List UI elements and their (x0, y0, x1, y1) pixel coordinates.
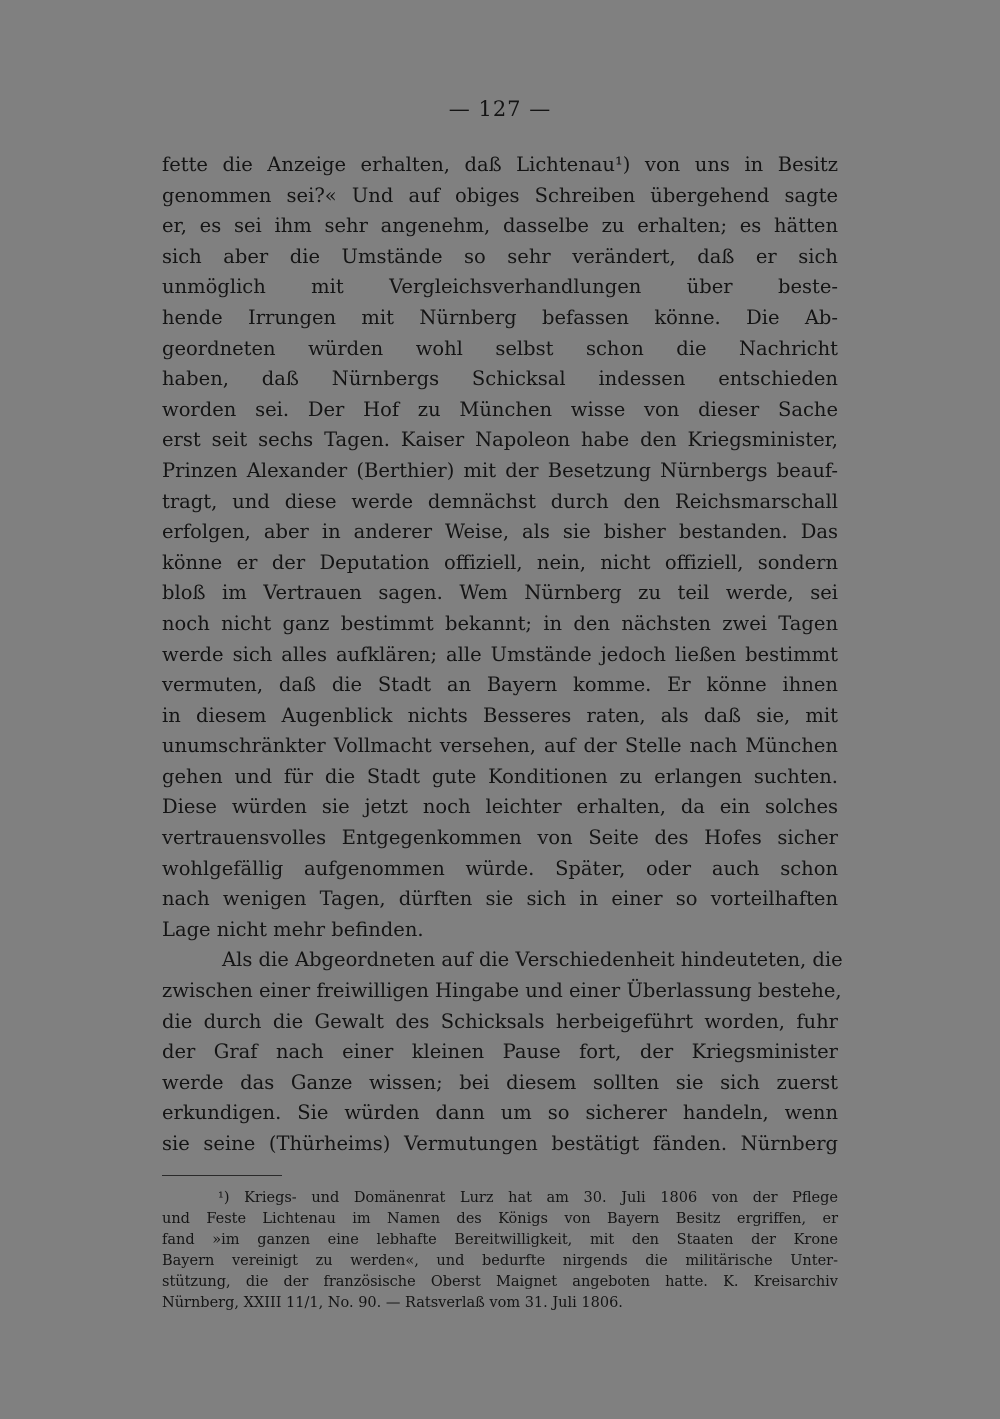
text-line: vermuten, daß die Stadt an Bayern komme. Er könne ihnen (162, 673, 838, 697)
text-line: werde das Ganze wissen; bei diesem sollten sie sich zuerst (162, 1070, 838, 1094)
page-number: — 127 — (448, 97, 552, 121)
text-line: erst seit sechs Tagen. Kaiser Napoleon habe den Kriegsminister, (162, 428, 838, 452)
text-line: sie seine (Thürheims) Vermutungen bestätigt fänden. Nürnberg (162, 1132, 838, 1155)
text-line: worden sei. Der Hof zu München wisse von dieser Sache (162, 397, 838, 421)
text-line: hende Irrungen mit Nürnberg befassen könne. Die Ab- (162, 305, 838, 329)
text-line: genommen sei?« Und auf obiges Schreiben übergehend sagte (162, 183, 838, 207)
text-line: haben, daß Nürnbergs Schicksal indessen entschieden (162, 367, 838, 391)
text-line: bloß im Vertrauen sagen. Wem Nürnberg zu teil werde, sei (162, 581, 838, 605)
text-line: sich aber die Umstände so sehr verändert, daß er sich (162, 244, 838, 268)
text-line: vertrauensvolles Entgegenkommen von Seite des Hofes sicher (162, 826, 838, 850)
text-line: werde sich alles aufklären; alle Umstände jedoch ließen bestimmt (162, 642, 838, 666)
text-line: fette die Anzeige erhalten, daß Lichtenau¹) von uns in Besitz (162, 153, 838, 176)
text-line: nach wenigen Tagen, dürften sie sich in einer so vorteilhaften (162, 887, 838, 911)
text-line: wohlgefällig aufgenommen würde. Später, oder auch schon (162, 856, 838, 880)
text-line: Als die Abgeordneten auf die Verschiedenheit hindeuteten, die (222, 948, 843, 972)
text-line: erkundigen. Sie würden dann um so sicherer handeln, wenn (162, 1101, 838, 1125)
body-text (162, 150, 843, 1160)
text-line: die durch die Gewalt des Schicksals herbeigeführt worden, fuhr (162, 1009, 838, 1033)
text-line: Lage nicht mehr befinden. (162, 917, 424, 941)
text-line: noch nicht ganz bestimmt bekannt; in den nächsten zwei Tagen (162, 611, 838, 635)
footnote-divider (162, 1175, 282, 1176)
text-line: erfolgen, aber in anderer Weise, als sie bisher bestanden. Das (162, 520, 838, 544)
footnote-line: Bayern vereinigt zu werden«, und bedurfte nirgends die militärische Unter- (162, 1253, 838, 1269)
text-line: unmöglich mit Vergleichsverhandlungen über beste- (162, 275, 838, 299)
text-line: könne er der Deputation offiziell, nein, nicht offiziell, sondern (162, 550, 838, 574)
footnote-line: fand »im ganzen eine lebhafte Bereitwilligkeit, mit den Staaten der Krone (162, 1232, 838, 1248)
footnote (162, 1188, 838, 1314)
text-line: geordneten würden wohl selbst schon die Nachricht (162, 336, 838, 360)
footnote-line: Nürnberg, XXIII 11/1, No. 90. — Ratsverlaß vom 31. Juli 1806. (162, 1295, 623, 1311)
footnote-line: stützung, die der französische Oberst Maignet angeboten hatte. K. Kreisarchiv (162, 1274, 838, 1290)
text-line: der Graf nach einer kleinen Pause fort, der Kriegsminister (162, 1040, 838, 1064)
text-line: unumschränkter Vollmacht versehen, auf der Stelle nach München (162, 734, 838, 758)
text-line: zwischen einer freiwilligen Hingabe und einer Überlassung bestehe, (162, 979, 842, 1003)
footnote-line: und Feste Lichtenau im Namen des Königs von Bayern Besitz ergriffen, er (162, 1211, 838, 1227)
paragraph-2 (162, 945, 843, 1159)
footnote-line: ¹) Kriegs- und Domänenrat Lurz hat am 30. Juli 1806 von der Pflege (218, 1190, 838, 1206)
paragraph-1 (162, 150, 838, 945)
text-line: gehen und für die Stadt gute Konditionen zu erlangen suchten. (162, 764, 838, 788)
text-line: in diesem Augenblick nichts Besseres raten, als daß sie, mit (162, 703, 838, 727)
text-line: er, es sei ihm sehr angenehm, dasselbe zu erhalten; es hätten (162, 214, 838, 238)
text-line: Prinzen Alexander (Berthier) mit der Besetzung Nürnbergs beauf- (162, 458, 838, 482)
text-line: tragt, und diese werde demnächst durch den Reichsmarschall (162, 489, 838, 513)
text-line: Diese würden sie jetzt noch leichter erhalten, da ein solches (162, 795, 838, 819)
